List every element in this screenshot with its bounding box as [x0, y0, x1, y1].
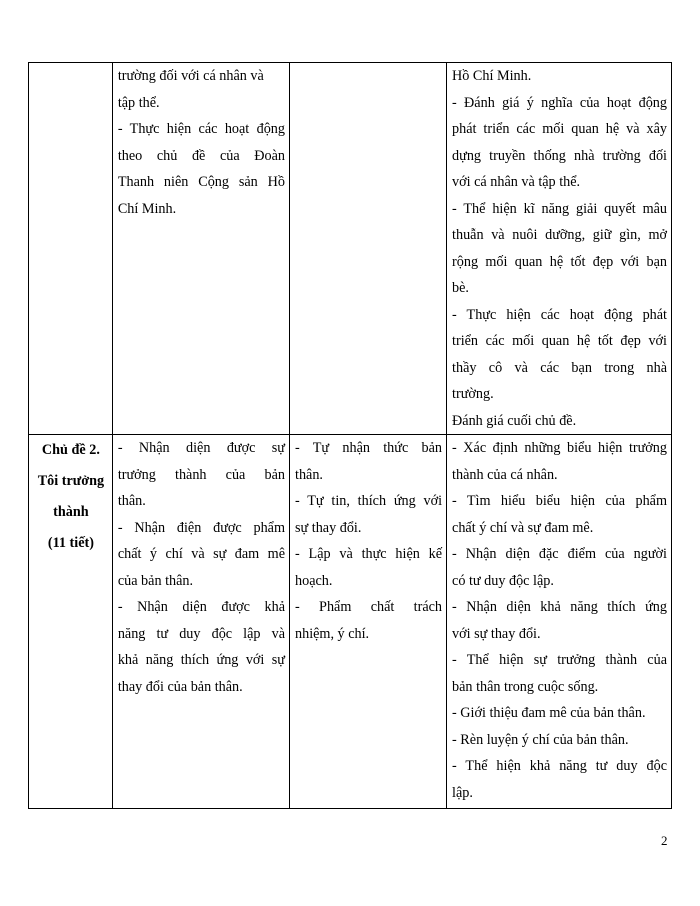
text-line: phát triển các mối quan hệ và xây: [452, 121, 667, 137]
text-line: của bản thân.: [117, 572, 194, 589]
text-line: - Nhận diện đặc điểm của người: [452, 546, 667, 562]
text-line: khả năng thích ứng với sự: [117, 652, 285, 668]
content-table: [28, 62, 672, 809]
text-line: sự thay đổi.: [295, 519, 362, 536]
topic-cell: [29, 435, 113, 809]
activities-cell: [447, 435, 672, 809]
text-line: dựng truyền thống nhà trường đối: [452, 147, 667, 164]
text-line: theo chủ đề của Đoàn: [117, 147, 285, 164]
text-line: rộng mối quan hệ tốt đẹp với bạn: [452, 253, 667, 270]
text-line: trường đối với cá nhân và: [117, 68, 264, 84]
text-line: chất ý chí và sự đam mê.: [452, 519, 594, 536]
text-line: thành của cá nhân.: [452, 466, 558, 483]
text-line: thân.: [295, 466, 323, 483]
text-line: - Đánh giá ý nghĩa của hoạt động: [452, 94, 667, 111]
text-line: - Phẩm chất trách: [295, 599, 443, 615]
text-line: có tư duy độc lập.: [452, 572, 554, 589]
topic-cell-empty: [29, 63, 113, 435]
text-line: - Xác định những biểu hiện trưởng: [452, 440, 667, 456]
text-line: thân.: [117, 493, 146, 509]
text-line: - Thực hiện các hoạt động phát: [452, 306, 667, 323]
text-line: - Nhận diện khả năng thích ứng: [452, 599, 667, 615]
topic-duration: (11 tiết): [47, 535, 94, 551]
text-line: thay đổi của bản thân.: [117, 678, 243, 695]
text-line: - Lập và thực hiện kế: [295, 546, 443, 562]
table-row-continued: [29, 63, 672, 435]
table-row-topic-2: [29, 435, 672, 809]
text-line: thầy cô và các bạn trong nhà: [452, 359, 667, 376]
text-line: - Thể hiện khả năng tư duy độc: [452, 758, 667, 774]
text-line: thuẫn và nuôi dưỡng, giữ gìn, mở: [452, 227, 667, 243]
text-line: - Nhận diện được khả: [117, 599, 285, 615]
topic-name: thành: [53, 504, 89, 520]
topic-title: Chủ đề 2.: [41, 442, 100, 458]
goals-cell: [112, 63, 289, 435]
text-line: - Thể hiện kĩ năng giải quyết mâu: [452, 200, 667, 217]
text-line: trường.: [452, 386, 494, 402]
page-number: 2: [661, 833, 668, 848]
competency-cell-empty: [290, 63, 447, 435]
text-line: lập.: [452, 784, 473, 801]
text-line: trưởng thành của bản: [117, 466, 285, 483]
text-line: tập thể.: [117, 94, 160, 111]
text-line: bè.: [452, 280, 469, 296]
text-line: hoạch.: [295, 572, 333, 589]
text-line: - Thực hiện các hoạt động: [117, 121, 285, 137]
text-line: với sự thay đổi.: [452, 625, 541, 642]
text-line: - Nhận điện được phẩm: [117, 519, 285, 536]
text-line: triển các mối quan hệ tốt đẹp với: [452, 333, 667, 349]
text-line: Hồ Chí Minh.: [452, 68, 532, 84]
text-line: - Thể hiện sự trưởng thành của: [452, 652, 667, 668]
competency-cell: [290, 435, 447, 809]
goals-cell: [112, 435, 289, 809]
text-line: Thanh niên Cộng sản Hồ: [117, 174, 285, 190]
text-line: - Rèn luyện ý chí của bản thân.: [452, 731, 629, 748]
activities-cell: [447, 63, 672, 435]
text-line: - Giới thiệu đam mê của bản thân.: [452, 705, 646, 721]
text-line: - Nhận diện được sự: [117, 440, 285, 456]
text-line: bản thân trong cuộc sống.: [452, 678, 599, 695]
text-line: chất ý chí và sự đam mê: [117, 546, 285, 562]
text-line: năng tư duy độc lập và: [117, 625, 285, 642]
text-line: - Tự tin, thích ứng với: [295, 493, 443, 509]
topic-name: Tôi trưởng: [37, 473, 105, 489]
text-line: với cá nhân và tập thể.: [452, 174, 581, 190]
text-line: Đánh giá cuối chủ đề.: [452, 412, 577, 429]
text-line: Chí Minh.: [117, 200, 177, 217]
text-line: - Tìm hiểu biểu hiện của phẩm: [452, 493, 667, 509]
text-line: - Tự nhận thức bản: [295, 440, 443, 456]
text-line: nhiệm, ý chí.: [295, 625, 370, 642]
